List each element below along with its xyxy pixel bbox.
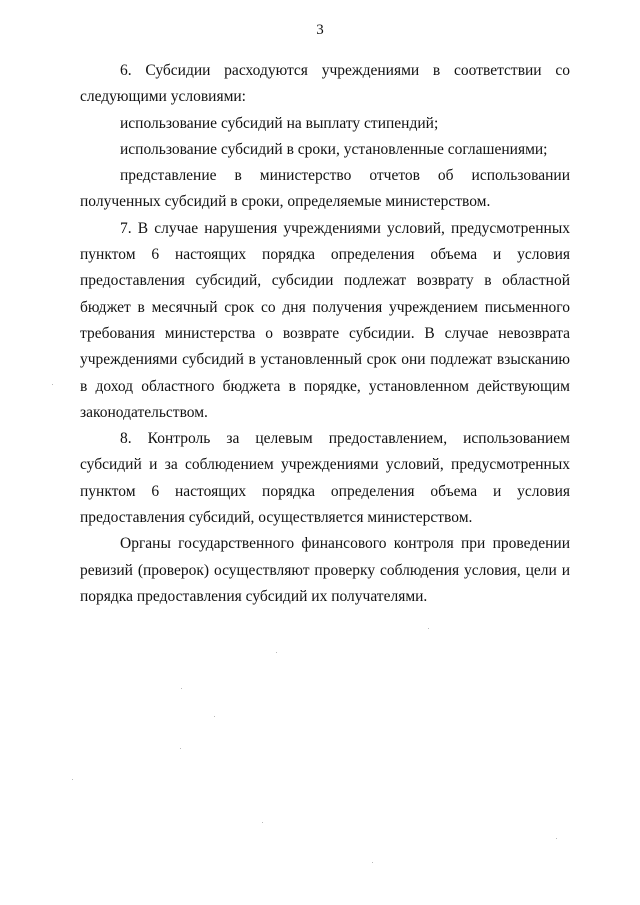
scan-speck	[372, 862, 373, 863]
page-number: 3	[316, 22, 324, 38]
paragraph-condition-stipends: использование субсидий на выплату стипендий;	[120, 114, 439, 132]
scan-speck	[556, 838, 557, 839]
paragraph-condition-deadlines: использование субсидий в сроки, установленные соглашениями;	[120, 140, 548, 158]
scan-speck	[214, 716, 215, 717]
scan-speck	[181, 688, 182, 689]
scan-speck	[276, 652, 277, 653]
scan-speck	[262, 822, 263, 823]
scan-speck	[180, 748, 181, 749]
paragraph-7: 7. В случае нарушения учреждениями условий, предусмотренных пунктом 6 настоящих порядка определения объема и условия предоставления субсидий, субсидии подлежат возврату в областной бюджет в месячный срок со дня получения учреждением письменного требования министерства о возврате субсидии. В случае невозврата учреждениями субсидий в установленный срок они подлежат взысканию в доход областного бюджета в порядке, установленном действующим законодательством.	[80, 219, 570, 421]
scan-speck	[52, 384, 53, 385]
paragraph-condition-reports: представление в министерство отчетов об использовании полученных субсидий в сроки, определяемые министерством.	[80, 167, 570, 211]
scan-speck	[428, 628, 429, 629]
paragraph-financial-control: Органы государственного финансового контроля при проведении ревизий (проверок) осуществляют проверку соблюдения условия, цели и порядка предоставления субсидий их получателями.	[80, 535, 570, 605]
document-body	[80, 58, 570, 610]
paragraph-8: 8. Контроль за целевым предоставлением, использованием субсидий и за соблюдением учреждениями условий, предусмотренных пунктом 6 настоящих порядка определения объема и условия предоставления субсидий, осуществляется министерством.	[80, 430, 570, 527]
scan-speck	[72, 779, 73, 780]
paragraph-6: 6. Субсидии расходуются учреждениями в соответствии со следующими условиями:	[80, 62, 570, 106]
